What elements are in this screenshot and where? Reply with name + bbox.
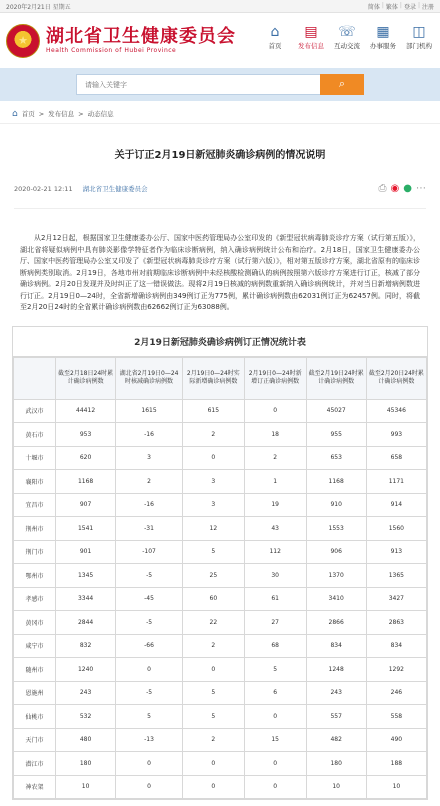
table-row [14, 705, 427, 729]
table-cell: 5 [116, 705, 183, 729]
table-cell-city: 襄阳市 [14, 470, 56, 494]
table-cell: 834 [306, 634, 366, 658]
table-cell: 901 [56, 540, 116, 564]
table-cell: 112 [244, 540, 306, 564]
header-col-3: 2月19日0—24时实际新增确诊病例数 [182, 357, 244, 399]
link-traditional[interactable]: 繁体 [385, 3, 398, 11]
table-cell: 615 [182, 399, 244, 423]
table-cell-city: 宜昌市 [14, 493, 56, 517]
table-cell-city: 孝感市 [14, 587, 56, 611]
table-cell: 1248 [306, 658, 366, 682]
header-col-1: 截至2月18日24时累计确诊病例数 [56, 357, 116, 399]
article-meta [14, 183, 426, 209]
table-cell: 5 [244, 658, 306, 682]
table-cell-city: 神农架 [14, 775, 56, 799]
table-cell: 18 [244, 423, 306, 447]
table-cell: 0 [244, 775, 306, 799]
table-cell: 953 [56, 423, 116, 447]
table-cell: 910 [306, 493, 366, 517]
nav-home[interactable]: ⌂ 首页 [258, 23, 292, 50]
more-icon[interactable]: ⋯ [416, 183, 426, 194]
wechat-icon[interactable]: ● [403, 183, 412, 194]
breadcrumb: ⌂ 首页 > 发布信息 > 动态信息 [0, 104, 440, 124]
table-cell: 45027 [306, 399, 366, 423]
table-cell: 3427 [366, 587, 426, 611]
table-cell: 993 [366, 423, 426, 447]
top-links: 简体 | 繁体 | 登录 | 注册 [367, 1, 434, 11]
table-row [14, 775, 427, 799]
header-col-5: 截至2月19日24时累计确诊病例数 [306, 357, 366, 399]
table-cell: 482 [306, 728, 366, 752]
table-cell: -5 [116, 564, 183, 588]
table-cell: 43 [244, 517, 306, 541]
table-cell: 0 [244, 752, 306, 776]
table-cell: 653 [306, 446, 366, 470]
nav-departments[interactable]: ◫ 部门机构 [402, 23, 436, 50]
table-cell: -16 [116, 423, 183, 447]
table-cell: 658 [366, 446, 426, 470]
table-cell: 2 [182, 423, 244, 447]
table-cell: 2 [182, 634, 244, 658]
link-login[interactable]: 登录 [403, 3, 416, 11]
table-cell: 1541 [56, 517, 116, 541]
table-cell: 45346 [366, 399, 426, 423]
table-cell-city: 十堰市 [14, 446, 56, 470]
table-cell: -45 [116, 587, 183, 611]
table-cell: 1560 [366, 517, 426, 541]
table-cell: 1345 [56, 564, 116, 588]
table-cell: 2866 [306, 611, 366, 635]
table-cell: 6 [244, 681, 306, 705]
document-icon: ▤ [304, 24, 318, 40]
current-date: 2020年2月21日 星期五 [6, 3, 71, 11]
search-box [76, 74, 364, 95]
home-icon: ⌂ [12, 108, 18, 119]
table-row [14, 658, 427, 682]
link-register[interactable]: 注册 [421, 3, 434, 11]
table-cell: 61 [244, 587, 306, 611]
table-cell: 0 [182, 658, 244, 682]
table-cell: 3344 [56, 587, 116, 611]
table-cell-city: 天门市 [14, 728, 56, 752]
table-row [14, 446, 427, 470]
table-cell: 3 [116, 446, 183, 470]
table-row [14, 752, 427, 776]
breadcrumb-news[interactable]: 动态信息 [87, 110, 114, 118]
table-cell: 5 [182, 540, 244, 564]
article-paragraph: 从2月12日起，根据国家卫生健康委办公厅、国家中医药管理局办公室印发的《新型冠状病毒肺炎诊疗方案（试行第五版）》，湖北省将疑似病例中具有肺炎影像学特征者作为临床诊断病例，纳入确诊病例统计公布和治疗。2月18日，国家卫生健康委办公厅、国家中医药管理局办公室又印发了《新型冠状病毒肺炎诊疗方案（试行第六版）》，相对第五版诊疗方案，湖北省原有的临床诊断病例类别取消。2月19日，各地市州对前期临床诊断病例中未经核酸检测确认的病例按照第六版诊疗方案进行订正，核减了部分确诊病例。2月20日发现并及时纠正了这一错误做法。现将2月19日核减的病例数重新纳入确诊病例统计，并对当日新增病例数进行订正。2月19日0—24时，全省新增确诊病例由349例订正为775例，累计确诊病例数由62031例订正为62457例。同时，将截至2月20日24时的全省累计确诊病例数由62662例订正为63088例。 [20, 234, 420, 311]
table-cell: -107 [116, 540, 183, 564]
table-cell: 246 [366, 681, 426, 705]
table-cell: 480 [56, 728, 116, 752]
table-header-row [14, 357, 427, 399]
table-cell: 1365 [366, 564, 426, 588]
table-cell: 2844 [56, 611, 116, 635]
table-row [14, 423, 427, 447]
table-cell: 30 [244, 564, 306, 588]
table-cell: 25 [182, 564, 244, 588]
table-cell-city: 黄石市 [14, 423, 56, 447]
table-cell: 19 [244, 493, 306, 517]
table-cell: 188 [366, 752, 426, 776]
table-cell: -31 [116, 517, 183, 541]
table-row [14, 493, 427, 517]
table-cell: 2 [116, 470, 183, 494]
table-cell: 44412 [56, 399, 116, 423]
link-simplified[interactable]: 简体 [367, 3, 380, 11]
breadcrumb-publish-info[interactable]: 发布信息 [48, 110, 75, 118]
phone-icon: ☏ [338, 24, 356, 40]
table-cell: 12 [182, 517, 244, 541]
site-subtitle: Health Commission of Hubei Province [46, 47, 177, 54]
table-cell: 532 [56, 705, 116, 729]
main-nav [258, 23, 436, 50]
top-bar [0, 0, 440, 13]
site-brand[interactable] [46, 27, 236, 54]
table-cell: 834 [366, 634, 426, 658]
table-cell: 3 [182, 470, 244, 494]
table-cell: 1168 [56, 470, 116, 494]
table-cell: 955 [306, 423, 366, 447]
search-band [0, 68, 440, 101]
table-cell: 558 [366, 705, 426, 729]
table-cell: 0 [244, 399, 306, 423]
table-cell: 1240 [56, 658, 116, 682]
header-city [14, 357, 56, 399]
publish-date: 2020-02-21 12:11 [14, 184, 73, 193]
table-cell: 0 [116, 752, 183, 776]
search-button[interactable] [320, 74, 364, 95]
table-cell: 913 [366, 540, 426, 564]
print-icon[interactable]: ⎙ [378, 183, 387, 194]
table-cell-city: 武汉市 [14, 399, 56, 423]
table-row [14, 611, 427, 635]
share-bar [379, 183, 426, 194]
table-cell: 5 [182, 705, 244, 729]
table-cell-city: 荆门市 [14, 540, 56, 564]
table-cell: 1370 [306, 564, 366, 588]
site-title: 湖北省卫生健康委员会 [46, 26, 236, 47]
table-cell-city: 仙桃市 [14, 705, 56, 729]
table-row [14, 517, 427, 541]
table-cell: 906 [306, 540, 366, 564]
table-cell: 1292 [366, 658, 426, 682]
table-cell: 832 [56, 634, 116, 658]
table-cell-city: 黄冈市 [14, 611, 56, 635]
table-row [14, 728, 427, 752]
search-icon: ⌕ [338, 78, 346, 90]
table-row [14, 634, 427, 658]
table-cell: -66 [116, 634, 183, 658]
nav-publish-info[interactable]: ▤ 发布信息 [294, 23, 328, 50]
table-cell: 22 [182, 611, 244, 635]
table-cell-city: 随州市 [14, 658, 56, 682]
table-cell: 914 [366, 493, 426, 517]
table-cell: 3 [182, 493, 244, 517]
nav-services[interactable]: ▦ 办事服务 [366, 23, 400, 50]
table-cell: 620 [56, 446, 116, 470]
table-cell: 0 [244, 705, 306, 729]
article-source[interactable]: 湖北省卫生健康委员会 [82, 185, 148, 193]
table-cell: 68 [244, 634, 306, 658]
table-cell: 60 [182, 587, 244, 611]
table-cell: 180 [56, 752, 116, 776]
table-cell: 490 [366, 728, 426, 752]
table-cell: 10 [56, 775, 116, 799]
table-cell: 0 [116, 775, 183, 799]
table-cell-city: 恩施州 [14, 681, 56, 705]
table-row [14, 587, 427, 611]
table-cell: 2 [244, 446, 306, 470]
site-header [0, 13, 440, 68]
search-input[interactable] [76, 74, 320, 95]
table-cell-city: 鄂州市 [14, 564, 56, 588]
table-cell: 1 [244, 470, 306, 494]
table-cell-city: 潜江市 [14, 752, 56, 776]
table-cell: 907 [56, 493, 116, 517]
table-cell: 243 [56, 681, 116, 705]
table-cell: 2 [182, 728, 244, 752]
table-cell: 10 [366, 775, 426, 799]
table-cell: 1171 [366, 470, 426, 494]
national-emblem-icon: ★ [6, 24, 40, 58]
table-cell: 0 [182, 752, 244, 776]
home-icon: ⌂ [270, 24, 280, 40]
building-icon: ◫ [412, 24, 426, 40]
grid-icon: ▦ [376, 24, 390, 40]
table-cell: 3410 [306, 587, 366, 611]
table-cell: 180 [306, 752, 366, 776]
breadcrumb-home[interactable]: 首页 [21, 110, 35, 118]
table-cell: 243 [306, 681, 366, 705]
table-cell: -16 [116, 493, 183, 517]
table-cell: 557 [306, 705, 366, 729]
header-col-2: 湖北省2月19日0—24时核减确诊病例数 [116, 357, 183, 399]
header-col-4: 2月19日0—24时新增订正确诊病例数 [244, 357, 306, 399]
table-cell: -5 [116, 681, 183, 705]
table-cell: -5 [116, 611, 183, 635]
table-title: 2月19日新冠肺炎确诊病例订正情况统计表 [13, 327, 427, 357]
table-cell: 1615 [116, 399, 183, 423]
table-row [14, 399, 427, 423]
table-cell: 2863 [366, 611, 426, 635]
table-cell: 0 [116, 658, 183, 682]
header-col-6: 截至2月20日24时累计确诊病例数 [366, 357, 426, 399]
table-cell-city: 咸宁市 [14, 634, 56, 658]
weibo-icon[interactable]: ◉ [390, 183, 400, 194]
statistics-table [12, 326, 428, 801]
table-cell: 1553 [306, 517, 366, 541]
table-cell: 0 [182, 775, 244, 799]
article-title: 关于订正2月19日新冠肺炎确诊病例的情况说明 [114, 150, 326, 161]
nav-interaction[interactable]: ☏ 互动交流 [330, 23, 364, 50]
table-cell-city: 荆州市 [14, 517, 56, 541]
table-row [14, 470, 427, 494]
table-cell: -13 [116, 728, 183, 752]
table-row [14, 564, 427, 588]
table-row [14, 681, 427, 705]
table-cell: 27 [244, 611, 306, 635]
table-cell: 10 [306, 775, 366, 799]
table-cell: 5 [182, 681, 244, 705]
table-cell: 1168 [306, 470, 366, 494]
table-row [14, 540, 427, 564]
table-cell: 15 [244, 728, 306, 752]
table-cell: 0 [182, 446, 244, 470]
